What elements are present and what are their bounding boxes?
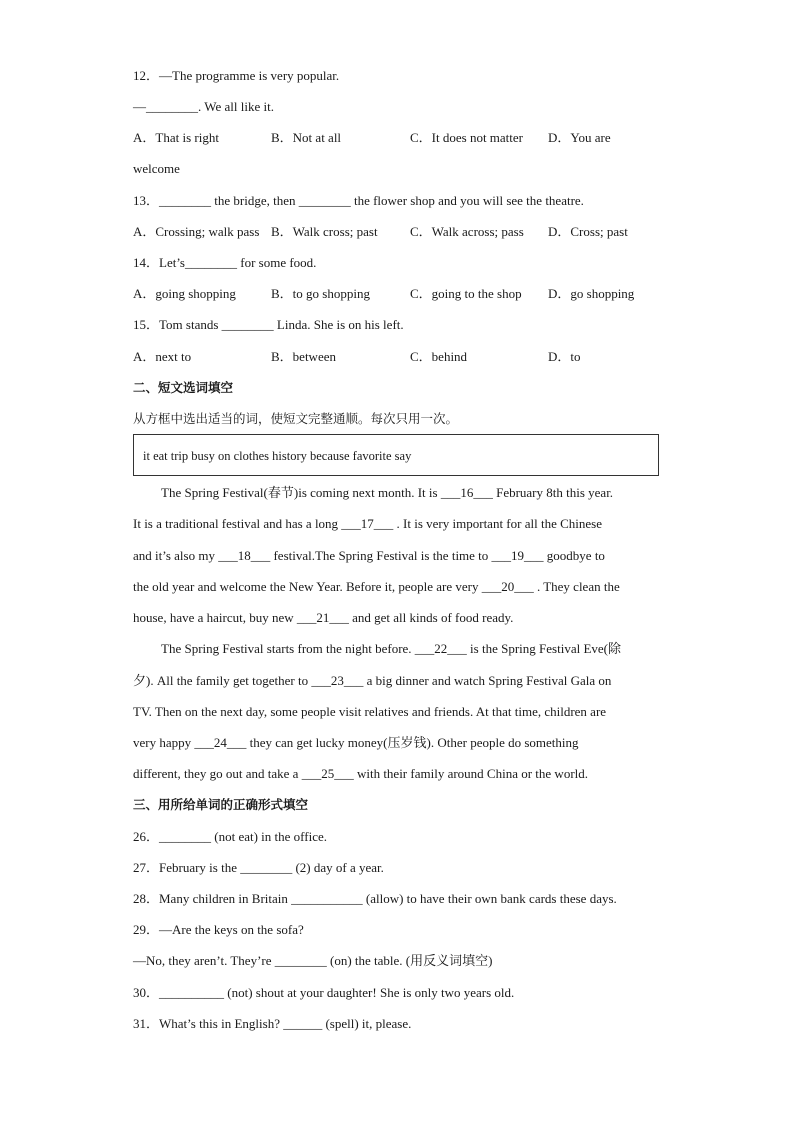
q12-reply: —________. We all like it. <box>133 99 274 114</box>
q15-option-b: B．between <box>271 349 336 364</box>
q29-reply: —No, they aren’t. They’re ________ (on) the table. (用反义词填空) <box>133 953 493 968</box>
passage-line-9: very happy ___24___ they can get lucky money(压岁钱). Other people do something <box>133 735 579 750</box>
q14-option-d: D．go shopping <box>548 286 635 301</box>
passage-line-5: house, have a haircut, buy new ___21___ and get all kinds of food ready. <box>133 610 514 625</box>
passage-line-7: 夕). All the family get together to ___23___ a big dinner and watch Spring Festival Gala on <box>133 673 612 688</box>
q14-stem: 14．Let’s________ for some food. <box>133 255 317 270</box>
q13-option-d: D．Cross; past <box>548 224 628 239</box>
passage-line-10: different, they go out and take a ___25___ with their family around China or the world. <box>133 766 589 781</box>
q13-option-c: C．Walk across; pass <box>410 224 524 239</box>
q12-option-c: C．It does not matter <box>410 130 524 145</box>
q28: 28．Many children in Britain ___________ (allow) to have their own bank cards these days. <box>133 891 617 906</box>
word-box <box>133 434 659 476</box>
passage-line-1: The Spring Festival(春节)is coming next month. It is ___16___ February 8th this year. <box>161 485 614 500</box>
q15-stem: 15．Tom stands ________ Linda. She is on his left. <box>133 317 404 332</box>
q29-question: 29．—Are the keys on the sofa? <box>133 922 304 937</box>
passage-line-2: It is a traditional festival and has a long ___17___ . It is very important for all the Chinese <box>133 516 602 531</box>
q14-option-b: B．to go shopping <box>271 286 370 301</box>
q14-option-c: C．going to the shop <box>410 286 522 301</box>
word-box-text: it eat trip busy on clothes history because favorite say <box>143 449 412 463</box>
q12-option-a: A．That is right <box>133 130 219 145</box>
q12-option-d-wrap: welcome <box>133 161 180 176</box>
q15-option-c: C．behind <box>410 349 468 364</box>
q12-stem: 12．—The programme is very popular. <box>133 68 340 83</box>
passage-line-4: the old year and welcome the New Year. Before it, people are very ___20___ . They clean the <box>133 579 620 594</box>
passage-line-3: and it’s also my ___18___ festival.The Spring Festival is the time to ___19___ goodbye to <box>133 548 605 563</box>
section2-title: 二、短文选词填空 <box>133 380 234 395</box>
q13-option-b: B．Walk cross; past <box>271 224 378 239</box>
q13-option-a: A．Crossing; walk pass <box>133 224 260 239</box>
q30: 30．__________ (not) shout at your daughter! She is only two years old. <box>133 985 515 1000</box>
q12-option-d: D．You are <box>548 130 611 145</box>
q13-stem: 13．________ the bridge, then ________ the flower shop and you will see the theatre. <box>133 193 584 208</box>
section2-instruction: 从方框中选出适当的词，使短文完整通顺。每次只用一次。 <box>133 411 459 426</box>
q27: 27．February is the ________ (2) day of a year. <box>133 860 384 875</box>
q14-option-a: A．going shopping <box>133 286 236 301</box>
passage-line-6: The Spring Festival starts from the night before. ___22___ is the Spring Festival Eve(除 <box>161 641 621 656</box>
passage-line-8: TV. Then on the next day, some people visit relatives and friends. At that time, children are <box>133 704 607 719</box>
q12-option-b: B．Not at all <box>271 130 342 145</box>
section3-title: 三、用所给单词的正确形式填空 <box>133 797 309 812</box>
q15-option-d: D．to <box>548 349 581 364</box>
q31: 31．What’s this in English? ______ (spell) it, please. <box>133 1016 412 1031</box>
q26: 26．________ (not eat) in the office. <box>133 829 327 844</box>
q15-option-a: A．next to <box>133 349 192 364</box>
